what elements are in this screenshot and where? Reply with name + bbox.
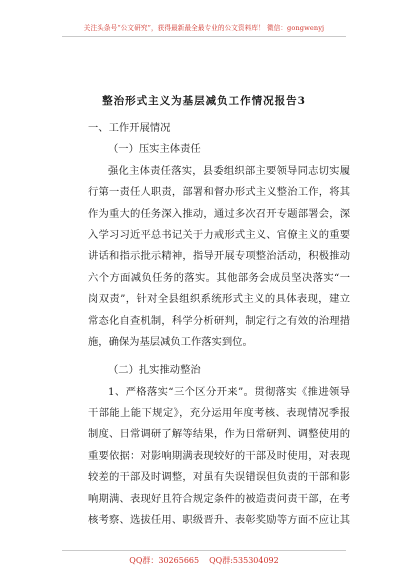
document-title: 整治形式主义为基层减负工作情况报告3: [102, 95, 306, 107]
paragraph-2-line: 较差的干部及时调整，对虽有失误错误但负责的干部和影: [88, 471, 350, 484]
section-heading: 一、工作开展情况: [88, 122, 171, 134]
paragraph-1-line: 六个方面减负任务的落实。其他部务会成员坚决落实“一: [88, 271, 350, 284]
paragraph-1-line: 作为重大的任务深入推动，通过多次召开专题部署会，深: [88, 207, 350, 220]
paragraph-1-line: 施，确保为基层减负工作落实到位。: [88, 335, 253, 348]
document-body: [88, 118, 350, 531]
paragraph-1-line: 岗双责”，针对全县组织系统形式主义的具体表现，建立: [88, 293, 350, 306]
paragraph-1-line: 讲话和指示批示精神，指导开展专项整治活动，积极推动: [88, 250, 350, 263]
paragraph-2-line: 核考察、选拔任用、职级晋升、表彰奖励等方面不应让其: [88, 514, 350, 527]
header-banner: 关注头条号“公文研究”，获得最新最全最专业的公文资料库！ 微信：gongwenyj: [83, 24, 325, 32]
subsection-heading-2: （二）扎实推动整治: [108, 364, 201, 377]
paragraph-1-line: 行第一责任人职责，部署和督办形式主义整治工作，将其: [88, 186, 350, 199]
footer-qq-group-2: QQ群:535304092: [209, 556, 279, 565]
paragraph-2-line: 干部能上能下规定》，充分运用年度考核、表现情况季报: [88, 407, 350, 420]
paragraph-2-line: 重要依据：对影响期满表现较好的干部及时使用，对表现: [88, 449, 350, 462]
subsection-heading-1: （一）压实主体责任: [108, 143, 201, 156]
paragraph-2-line: 1、严格落实“三个区分开来”。贯彻落实《推进领导: [108, 385, 350, 398]
header-divider: [62, 36, 346, 37]
footer-qq-group-1: QQ群：30265665: [129, 556, 200, 565]
paragraph-1-line: 常态化自查机制，科学分析研判，制定行之有效的治理措: [88, 314, 350, 327]
paragraph-2-line: 制度、日常调研了解等结果，作为日常研判、调整使用的: [88, 428, 350, 441]
paragraph-1-line: 强化主体责任落实，县委组织部主要领导同志切实履: [108, 164, 350, 177]
footer-divider: [62, 550, 346, 551]
paragraph-1-line: 入学习习近平总书记关于力戒形式主义、官僚主义的重要: [88, 228, 350, 241]
paragraph-2-line: 响期满、表现好且符合规定条件的被造责问责干部，在考: [88, 492, 350, 505]
footer: [0, 555, 408, 566]
